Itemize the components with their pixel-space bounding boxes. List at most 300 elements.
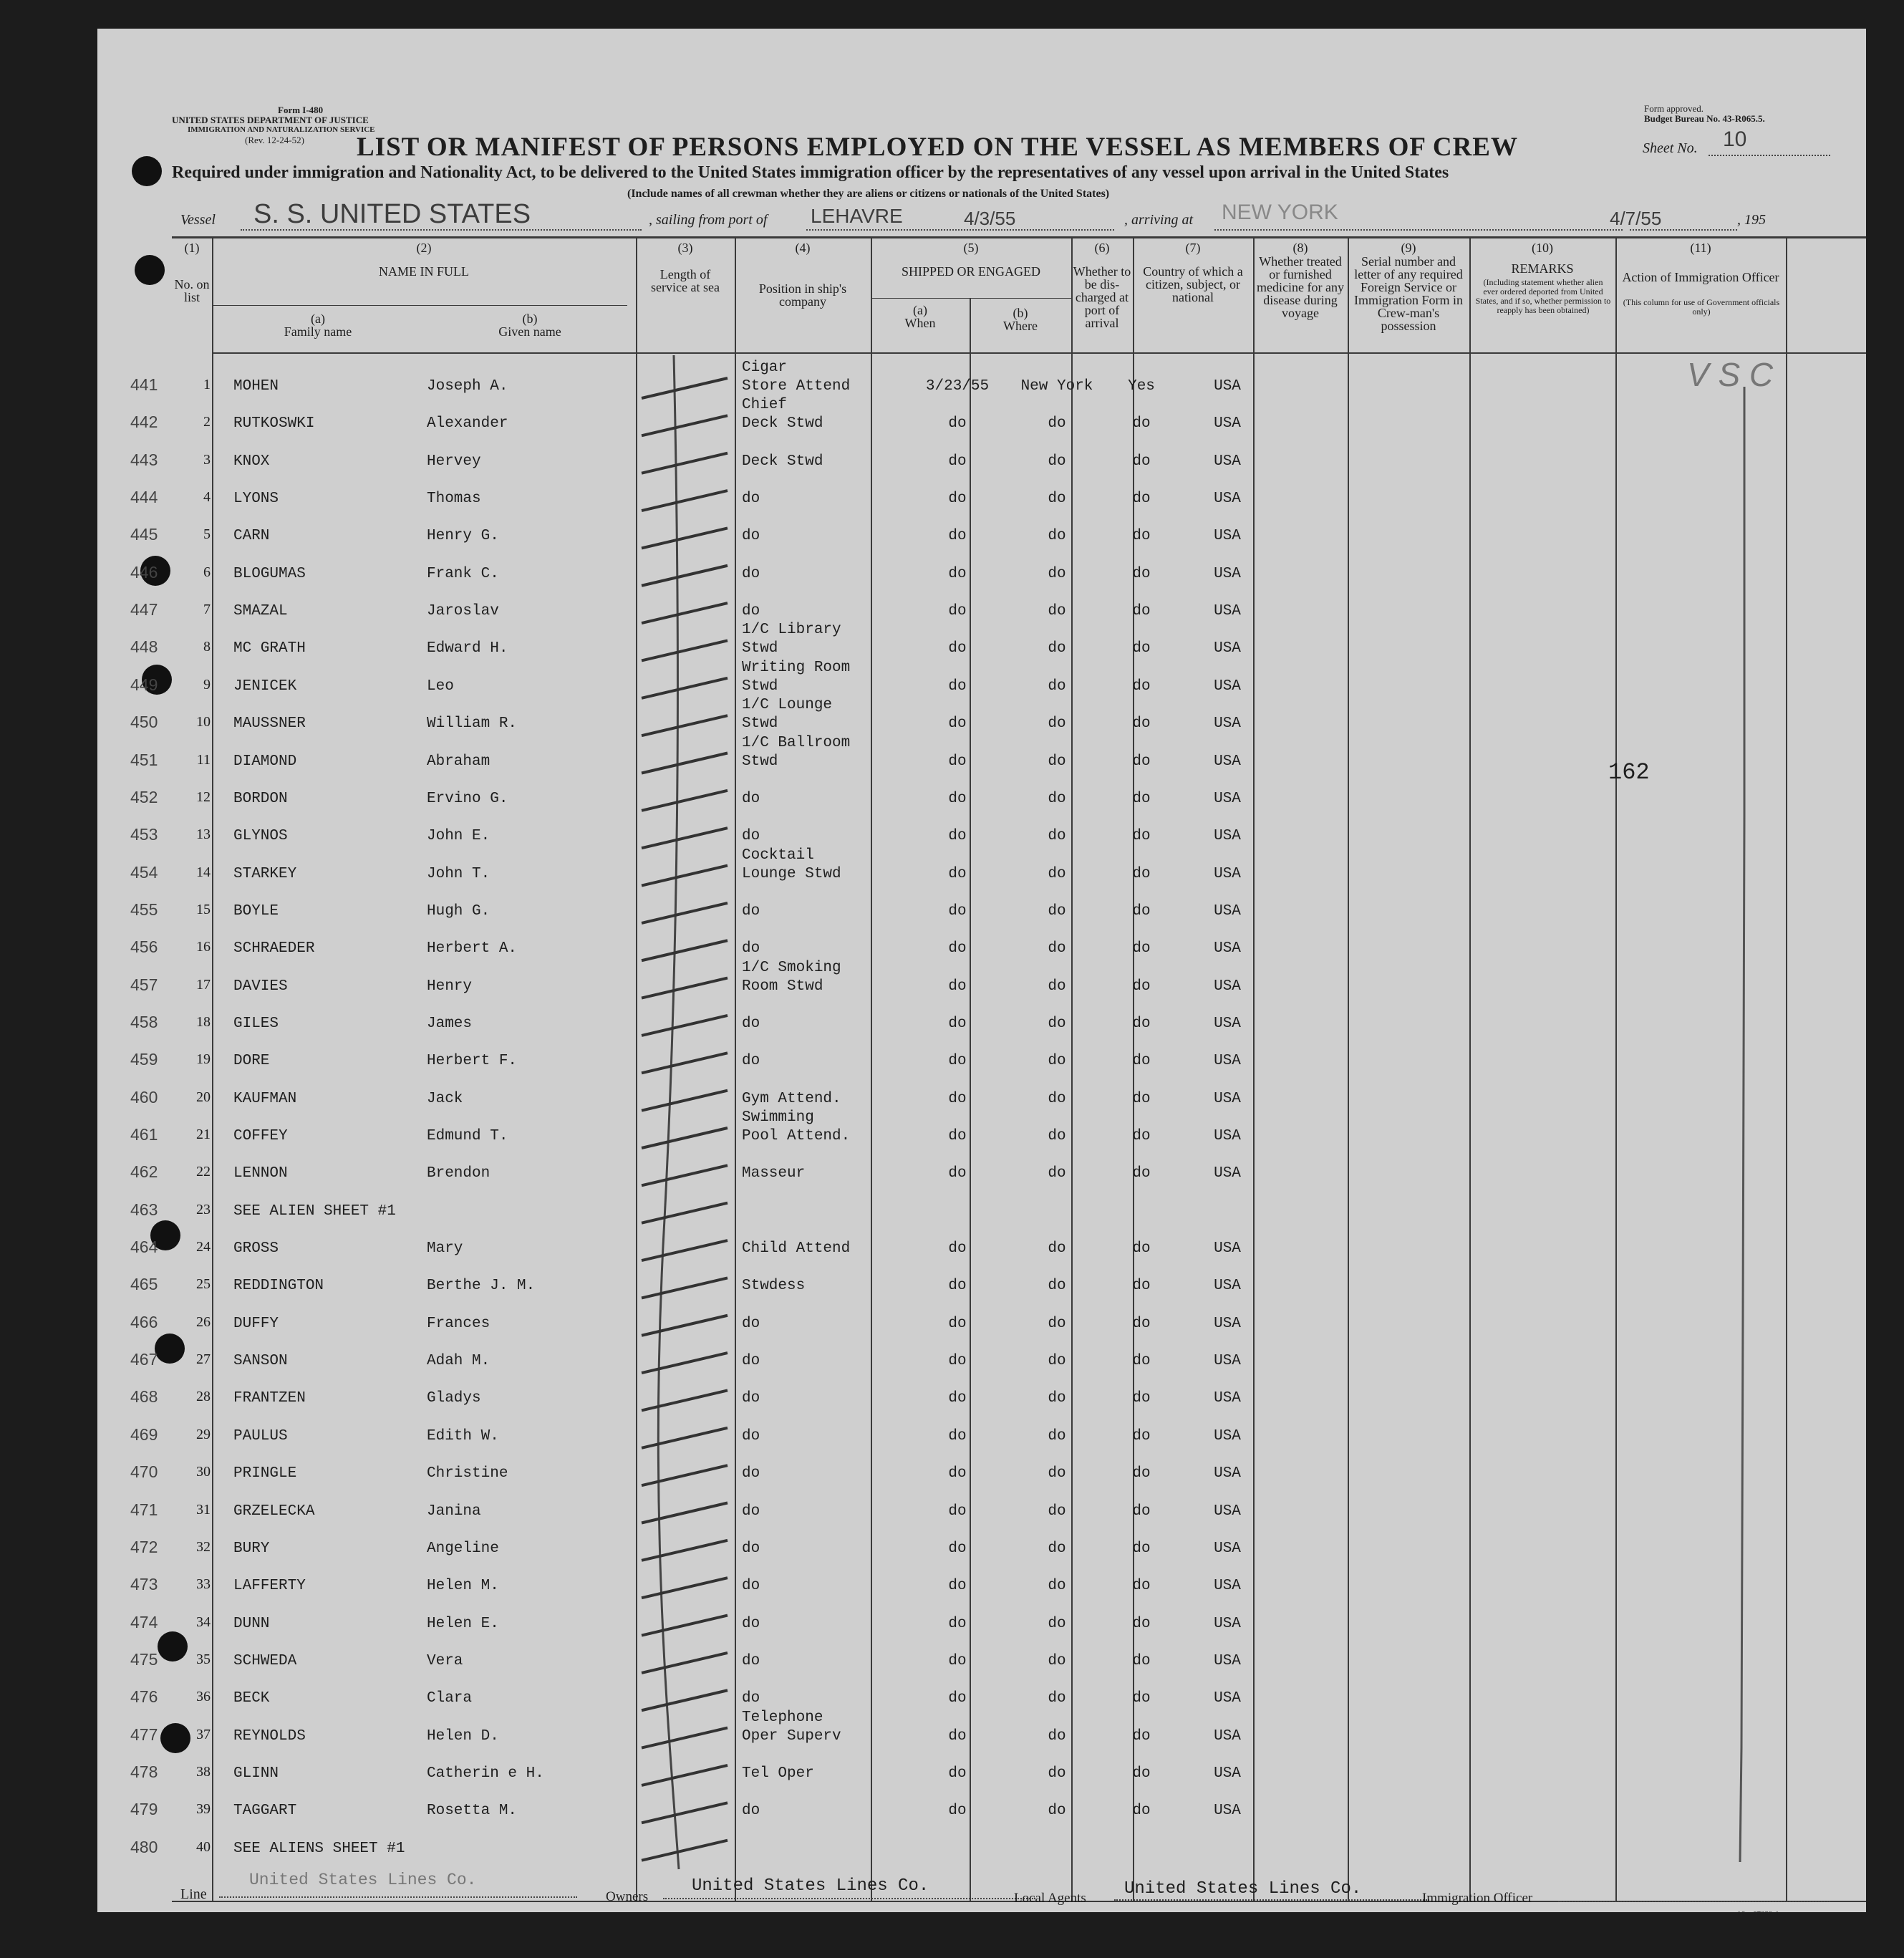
- given-name: Adah M.: [427, 1353, 491, 1370]
- table-row: [97, 1522, 1866, 1559]
- shipped-when: do: [948, 1353, 967, 1370]
- table-row: [97, 960, 1866, 997]
- row-line-number: 477: [130, 1725, 158, 1744]
- table-row: [97, 697, 1866, 734]
- row-line-number: 442: [130, 413, 158, 432]
- row-line-number: 476: [130, 1687, 158, 1707]
- shipped-where: do: [1048, 828, 1066, 845]
- family-name: COFFEY: [233, 1128, 288, 1144]
- header-serial: Serial number and letter of any required Foreign Service or Immigration Form in Crew-man's possession: [1354, 254, 1463, 333]
- header-medicine: Whether treated or furnished medicine for any disease during voyage: [1257, 254, 1344, 320]
- discharged: Yes: [1128, 378, 1155, 395]
- discharged: do: [1132, 453, 1151, 470]
- discharged: do: [1132, 528, 1151, 545]
- country: USA: [1214, 1803, 1241, 1820]
- arrival-date: 4/7/55: [1610, 208, 1662, 229]
- shipped-where: do: [1048, 677, 1066, 695]
- table-row: [97, 1747, 1866, 1784]
- country: USA: [1214, 1240, 1241, 1258]
- given-name: Gladys: [427, 1390, 481, 1407]
- discharged: do: [1132, 1727, 1151, 1745]
- shipped-where: do: [1048, 1803, 1066, 1820]
- country: USA: [1214, 753, 1241, 770]
- discharged: do: [1132, 1615, 1151, 1632]
- position-line1: Chief: [742, 397, 788, 414]
- table-row: [97, 735, 1866, 772]
- given-name: Edmund T.: [427, 1128, 508, 1144]
- shipped-when: 3/23/55: [925, 378, 990, 395]
- row-line-number: 453: [130, 825, 158, 844]
- sheet-label: Sheet No.: [1643, 140, 1698, 156]
- row-line-number: 452: [130, 787, 158, 806]
- shipped-where: do: [1048, 603, 1066, 620]
- position-line2: Deck Stwd: [742, 453, 823, 470]
- footer-officer-label: Immigration Officer: [1422, 1891, 1533, 1906]
- row-number: 1: [203, 377, 211, 392]
- header-remarks-note: (Including statement whether alien ever ordered deported from United States, and if so, whether permission to reapply has been obtained): [1475, 277, 1611, 315]
- form-number: Form I-480: [278, 105, 324, 115]
- family-name: BORDON: [233, 790, 288, 807]
- position-line1: Cigar: [742, 360, 788, 376]
- footer-owners-value: United States Lines Co.: [692, 1876, 929, 1896]
- family-name: SCHWEDA: [233, 1652, 297, 1669]
- table-row: [97, 397, 1866, 434]
- shipped-when: do: [948, 1765, 967, 1782]
- shipped-when: do: [948, 1090, 967, 1107]
- country: USA: [1214, 1652, 1241, 1669]
- row-number: 2: [203, 414, 211, 430]
- discharged: do: [1132, 865, 1151, 882]
- given-name: Edith W.: [427, 1427, 499, 1445]
- shipped-when: do: [948, 640, 967, 657]
- shipped-where: do: [1048, 1503, 1066, 1520]
- country: USA: [1214, 453, 1241, 470]
- family-name: MC GRATH: [233, 640, 306, 657]
- table-row: [97, 1709, 1866, 1747]
- row-number: 28: [196, 1389, 211, 1405]
- family-name: DIAMOND: [233, 753, 297, 770]
- given-name: Christine: [427, 1465, 508, 1482]
- given-name: Brendon: [427, 1165, 491, 1182]
- position-line2: do: [742, 1315, 760, 1332]
- shipped-when: do: [948, 677, 967, 695]
- country: USA: [1214, 1765, 1241, 1782]
- country: USA: [1214, 491, 1241, 508]
- remark-number: 162: [1608, 759, 1650, 786]
- country: USA: [1214, 940, 1241, 958]
- discharged: do: [1132, 1390, 1151, 1407]
- country: USA: [1214, 1090, 1241, 1107]
- shipped-where: do: [1048, 1465, 1066, 1482]
- discharged: do: [1132, 1165, 1151, 1182]
- table-row: [97, 1334, 1866, 1371]
- given-name: Henry: [427, 978, 473, 995]
- shipped-when: do: [948, 1540, 967, 1557]
- country: USA: [1214, 1727, 1241, 1745]
- shipped-where: do: [1048, 528, 1066, 545]
- position-line2: do: [742, 1540, 760, 1557]
- given-name: Frank C.: [427, 565, 499, 582]
- row-number: 33: [196, 1576, 211, 1593]
- given-name: Thomas: [427, 491, 481, 508]
- table-row: [97, 1597, 1866, 1634]
- row-line-number: 445: [130, 525, 158, 544]
- row-number: 9: [203, 676, 211, 693]
- given-name: Frances: [427, 1315, 491, 1332]
- table-row: [97, 360, 1866, 397]
- shipped-when: do: [948, 491, 967, 508]
- discharged: do: [1132, 677, 1151, 695]
- shipped-where: do: [1048, 1165, 1066, 1182]
- country: USA: [1214, 1578, 1241, 1595]
- country: USA: [1214, 902, 1241, 920]
- country: USA: [1214, 640, 1241, 657]
- position-line2: Gym Attend.: [742, 1090, 841, 1107]
- country: USA: [1214, 790, 1241, 807]
- discharged: do: [1132, 828, 1151, 845]
- shipped-when: do: [948, 1690, 967, 1707]
- col-number: (6): [1094, 241, 1110, 255]
- position-line2: do: [742, 1690, 760, 1707]
- row-line-number: 454: [130, 862, 158, 882]
- given-name: Helen M.: [427, 1578, 499, 1595]
- shipped-when: do: [948, 1390, 967, 1407]
- table-row: [97, 1185, 1866, 1222]
- country: USA: [1214, 528, 1241, 545]
- family-name: BURY: [233, 1540, 270, 1557]
- header-where: Where: [1003, 319, 1038, 333]
- vessel-label: Vessel: [180, 212, 216, 228]
- family-name: BLOGUMAS: [233, 565, 306, 582]
- shipped-where: do: [1048, 491, 1066, 508]
- discharged: do: [1132, 790, 1151, 807]
- position-line2: do: [742, 1390, 760, 1407]
- crew-note: (Include names of all crewman whether they are aliens or citizens or nationals of the United States): [627, 188, 1110, 200]
- family-name: GRZELECKA: [233, 1503, 315, 1520]
- shipped-when: do: [948, 1427, 967, 1445]
- table-row: [97, 884, 1866, 922]
- row-number: 19: [196, 1051, 211, 1068]
- given-name: Edward H.: [427, 640, 508, 657]
- table-row: [97, 1222, 1866, 1259]
- country: USA: [1214, 1315, 1241, 1332]
- given-name: Janina: [427, 1503, 481, 1520]
- header-given-name: Given name: [498, 324, 561, 339]
- given-name: Jaroslav: [427, 603, 499, 620]
- country: USA: [1214, 1128, 1241, 1144]
- table-row: [97, 509, 1866, 546]
- row-number: 11: [196, 751, 211, 768]
- row-number: 8: [203, 639, 211, 655]
- country: USA: [1214, 1015, 1241, 1032]
- shipped-when: do: [948, 1578, 967, 1595]
- discharged: do: [1132, 1540, 1151, 1557]
- shipped-where: do: [1048, 1765, 1066, 1782]
- country: USA: [1214, 1353, 1241, 1370]
- row-line-number: 461: [130, 1125, 158, 1144]
- given-name: Hervey: [427, 453, 481, 470]
- discharged: do: [1132, 1278, 1151, 1295]
- service-name: IMMIGRATION AND NATURALIZATION SERVICE: [188, 125, 375, 134]
- family-name: MAUSSNER: [233, 715, 306, 733]
- given-name: Joseph A.: [427, 378, 508, 395]
- family-name: RUTKOSWKI: [233, 415, 315, 433]
- country: USA: [1214, 1278, 1241, 1295]
- table-row: [97, 1822, 1866, 1859]
- family-name: REDDINGTON: [233, 1278, 324, 1295]
- position-line2: Stwd: [742, 715, 778, 733]
- row-number: 17: [196, 976, 211, 993]
- position-line2: do: [742, 1615, 760, 1632]
- given-name: Catherin e H.: [427, 1765, 544, 1782]
- col-number: (4): [795, 241, 811, 255]
- shipped-where: do: [1048, 902, 1066, 920]
- position-line2: Oper Superv: [742, 1727, 841, 1745]
- header-when-letter: (a): [913, 303, 927, 317]
- position-line2: Stwd: [742, 753, 778, 770]
- row-number: 3: [203, 451, 211, 468]
- family-name: DUFFY: [233, 1315, 279, 1332]
- table-row: [97, 1634, 1866, 1672]
- shipped-where: do: [1048, 1015, 1066, 1032]
- row-number: 13: [196, 826, 211, 843]
- family-name: SANSON: [233, 1353, 288, 1370]
- row-number: 25: [196, 1276, 211, 1293]
- table-row: [97, 1259, 1866, 1296]
- row-number: 31: [196, 1501, 211, 1518]
- row-line-number: 458: [130, 1012, 158, 1031]
- table-row: [97, 1297, 1866, 1334]
- shipped-where: do: [1048, 453, 1066, 470]
- country: USA: [1214, 378, 1241, 395]
- port-from: LEHAVRE: [811, 205, 903, 227]
- row-number: 38: [196, 1763, 211, 1780]
- country: USA: [1214, 677, 1241, 695]
- header-country: Country of which a citizen, subject, or national: [1143, 264, 1243, 304]
- footer-agents-label: Local Agents: [1014, 1891, 1086, 1906]
- row-line-number: 450: [130, 713, 158, 732]
- shipped-when: do: [948, 1278, 967, 1295]
- position-line2: Lounge Stwd: [742, 865, 841, 882]
- family-name: GLYNOS: [233, 828, 288, 845]
- shipped-when: do: [948, 453, 967, 470]
- row-number: 23: [196, 1201, 211, 1217]
- footer-agents-value: United States Lines Co.: [1124, 1879, 1362, 1899]
- position-line2: do: [742, 1353, 760, 1370]
- discharged: do: [1132, 1240, 1151, 1258]
- shipped-where: do: [1048, 1128, 1066, 1144]
- row-line-number: 465: [130, 1275, 158, 1294]
- row-line-number: 480: [130, 1837, 158, 1856]
- given-name: Hugh G.: [427, 902, 491, 920]
- port-to: NEW YORK: [1222, 201, 1338, 224]
- family-name: LYONS: [233, 491, 279, 508]
- col-number: (3): [677, 241, 693, 255]
- shipped-where: do: [1048, 715, 1066, 733]
- row-number: 4: [203, 489, 211, 506]
- position-line2: do: [742, 1427, 760, 1445]
- shipped-where: do: [1048, 753, 1066, 770]
- shipped-where: do: [1048, 1727, 1066, 1745]
- shipped-where: do: [1048, 865, 1066, 882]
- table-row: [97, 1784, 1866, 1821]
- country: USA: [1214, 1615, 1241, 1632]
- row-line-number: 451: [130, 750, 158, 769]
- family-name: SEE ALIEN SHEET #1: [233, 1202, 396, 1220]
- row-number: 36: [196, 1689, 211, 1705]
- family-name: GROSS: [233, 1240, 279, 1258]
- discharged: do: [1132, 1690, 1151, 1707]
- shipped-when: do: [948, 1165, 967, 1182]
- shipped-when: do: [948, 528, 967, 545]
- row-number: 30: [196, 1464, 211, 1480]
- shipped-when: do: [948, 790, 967, 807]
- position-line2: do: [742, 1803, 760, 1820]
- shipped-where: do: [1048, 1315, 1066, 1332]
- shipped-when: do: [948, 1615, 967, 1632]
- position-line2: Tel Oper: [742, 1765, 814, 1782]
- shipped-where: do: [1048, 1240, 1066, 1258]
- row-line-number: 468: [130, 1387, 158, 1407]
- row-number: 34: [196, 1614, 211, 1630]
- row-line-number: 469: [130, 1424, 158, 1444]
- given-name: Vera: [427, 1652, 463, 1669]
- family-name: FRANTZEN: [233, 1390, 306, 1407]
- header-given-letter: (b): [522, 312, 538, 326]
- header-shipped: SHIPPED OR ENGAGED: [901, 264, 1040, 279]
- shipped-when: do: [948, 1803, 967, 1820]
- given-name: Clara: [427, 1690, 473, 1707]
- position-line2: Stwd: [742, 640, 778, 657]
- shipped-when: do: [948, 902, 967, 920]
- discharged: do: [1132, 1090, 1151, 1107]
- shipped-where: do: [1048, 1690, 1066, 1707]
- position-line2: Room Stwd: [742, 978, 823, 995]
- row-number: 35: [196, 1651, 211, 1667]
- row-line-number: 472: [130, 1537, 158, 1556]
- country: USA: [1214, 565, 1241, 582]
- table-row: [97, 1371, 1866, 1409]
- table-row: [97, 1559, 1866, 1596]
- table-row: [97, 1072, 1866, 1109]
- header-no-on-list: No. on list: [174, 277, 210, 304]
- given-name: John E.: [427, 828, 491, 845]
- form-revision: (Rev. 12-24-52): [245, 135, 304, 145]
- shipped-where: New York: [1020, 378, 1093, 395]
- row-line-number: 455: [130, 900, 158, 919]
- family-name: JENICEK: [233, 677, 297, 695]
- row-number: 7: [203, 602, 211, 618]
- row-number: 24: [196, 1239, 211, 1255]
- position-line2: do: [742, 1578, 760, 1595]
- officer-initials: V S C: [1687, 356, 1774, 393]
- position-line2: Store Attend: [742, 378, 851, 395]
- position-line2: do: [742, 491, 760, 508]
- given-name: Berthe J. M.: [427, 1278, 536, 1295]
- row-line-number: 441: [130, 375, 158, 394]
- shipped-where: do: [1048, 1652, 1066, 1669]
- position-line2: Pool Attend.: [742, 1128, 851, 1144]
- row-line-number: 460: [130, 1087, 158, 1106]
- family-name: MOHEN: [233, 378, 279, 395]
- given-name: Alexander: [427, 415, 508, 433]
- family-name: PAULUS: [233, 1427, 288, 1445]
- shipped-where: do: [1048, 790, 1066, 807]
- table-row: [97, 1672, 1866, 1709]
- row-number: 16: [196, 939, 211, 955]
- position-line2: do: [742, 828, 760, 845]
- year-suffix: , 195: [1737, 212, 1766, 228]
- family-name: DORE: [233, 1053, 270, 1070]
- family-name: SCHRAEDER: [233, 940, 315, 958]
- header-name-in-full: NAME IN FULL: [379, 264, 469, 279]
- department-name: UNITED STATES DEPARTMENT OF JUSTICE: [172, 115, 369, 125]
- shipped-where: do: [1048, 640, 1066, 657]
- position-line2: do: [742, 528, 760, 545]
- row-number: 37: [196, 1726, 211, 1742]
- row-number: 39: [196, 1801, 211, 1818]
- shipped-when: do: [948, 865, 967, 882]
- budget-bureau: Budget Bureau No. 43-R065.5.: [1644, 113, 1765, 124]
- shipped-when: do: [948, 565, 967, 582]
- footer-line-value: United States Lines Co.: [249, 1871, 477, 1889]
- discharged: do: [1132, 1652, 1151, 1669]
- row-line-number: 467: [130, 1350, 158, 1369]
- given-name: Abraham: [427, 753, 491, 770]
- col-number: (9): [1401, 241, 1416, 255]
- discharged: do: [1132, 565, 1151, 582]
- given-name: Herbert F.: [427, 1053, 518, 1070]
- header-action-note: (This column for use of Government officials only): [1623, 297, 1780, 317]
- shipped-where: do: [1048, 1353, 1066, 1370]
- position-line2: do: [742, 1465, 760, 1482]
- shipped-where: do: [1048, 1053, 1066, 1070]
- table-row: [97, 1147, 1866, 1184]
- discharged: do: [1132, 1353, 1151, 1370]
- row-line-number: 449: [130, 675, 158, 694]
- position-line1: Swimming: [742, 1109, 814, 1126]
- position-line2: Child Attend: [742, 1240, 851, 1258]
- discharged: do: [1132, 1465, 1151, 1482]
- table-row: [97, 772, 1866, 809]
- family-name: DUNN: [233, 1615, 270, 1632]
- col-number: (10): [1532, 241, 1553, 255]
- given-name: Ervino G.: [427, 790, 508, 807]
- family-name: STARKEY: [233, 865, 297, 882]
- family-name: CARN: [233, 528, 270, 545]
- family-name: TAGGART: [233, 1803, 297, 1820]
- table-row: [97, 922, 1866, 959]
- table-row: [97, 1447, 1866, 1484]
- family-name: DAVIES: [233, 978, 288, 995]
- header-family-letter: (a): [311, 312, 325, 326]
- row-line-number: 466: [130, 1312, 158, 1331]
- position-line2: Deck Stwd: [742, 415, 823, 433]
- shipped-when: do: [948, 415, 967, 433]
- sailing-date: 4/3/55: [964, 208, 1016, 229]
- row-line-number: 462: [130, 1162, 158, 1182]
- table-row: [97, 584, 1866, 622]
- row-number: 32: [196, 1538, 211, 1555]
- row-number: 15: [196, 901, 211, 917]
- discharged: do: [1132, 1503, 1151, 1520]
- shipped-when: do: [948, 1240, 967, 1258]
- discharged: do: [1132, 940, 1151, 958]
- discharged: do: [1132, 1427, 1151, 1445]
- shipped-where: do: [1048, 978, 1066, 995]
- position-line2: Stwdess: [742, 1278, 806, 1295]
- shipped-when: do: [948, 1315, 967, 1332]
